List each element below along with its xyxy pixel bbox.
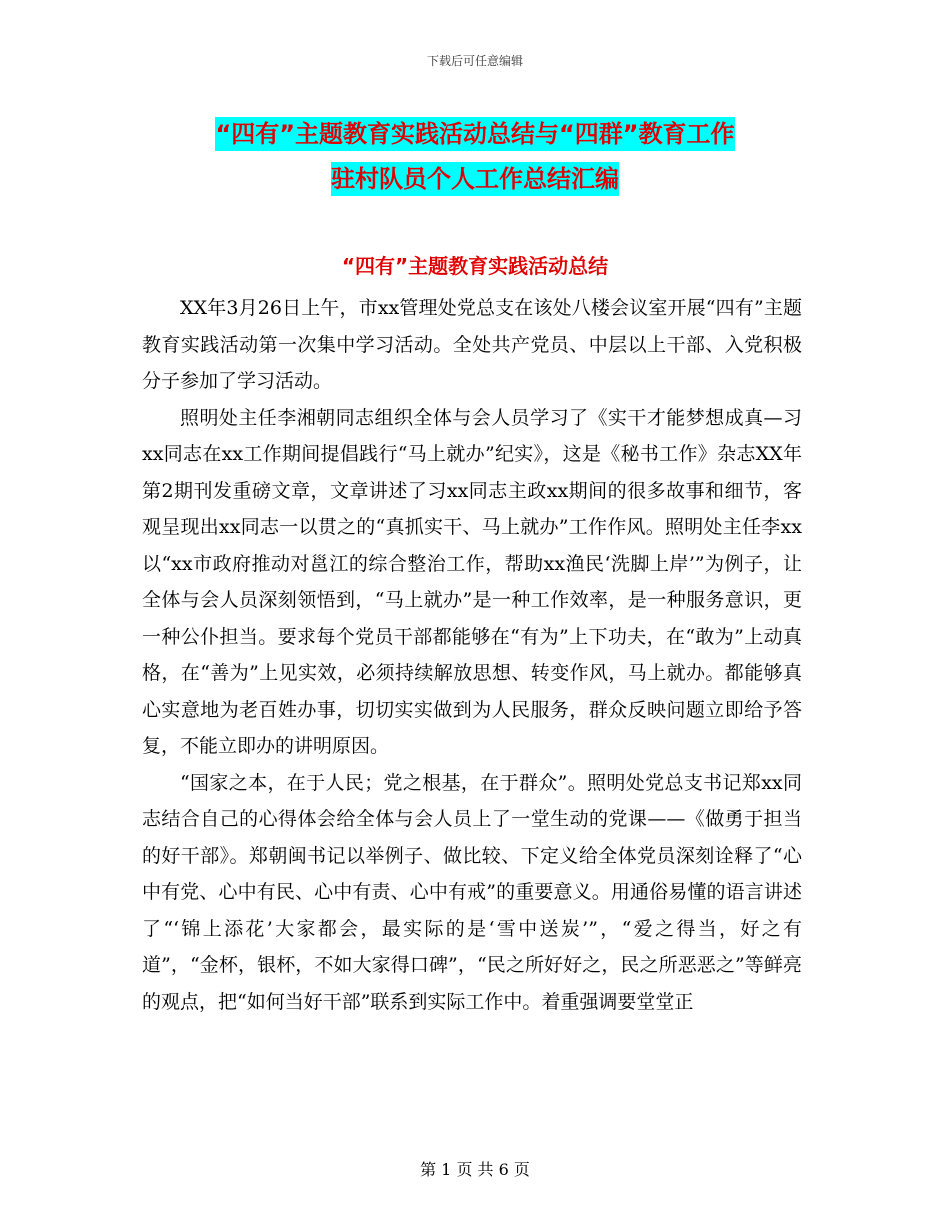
document-title-line-2 <box>0 159 950 194</box>
document-body <box>142 290 802 1020</box>
document-title-line-1 <box>0 114 950 149</box>
section-title: “四有”主题教育实践活动总结 <box>341 254 609 278</box>
paragraph-2: 照明处主任李湘朝同志组织全体与会人员学习了《实干才能梦想成真—习xx同志在xx工作期间提倡践行“马上就办”纪实》，这是《秘书工作》杂志XX年第2期刊发重磅文章，文章讲述了习xx同志主政xx期间的很多故事和细节，客观呈现出xx同志一以贯之的“真抓实干、马上就办”工作作风。照明处主任李xx以“xx市政府推动对邕江的综合整治工作，帮助xx渔民‘洗脚上岸’”为例子，让全体与会人员深刻领悟到，“马上就办”是一种工作效率，是一种服务意识，更一种公仆担当。要求每个党员干部都能够在“有为”上下功夫，在“敢为”上动真格，在“善为”上见实效，必须持续解放思想、转变作风，马上就办。都能够真心实意地为老百姓办事，切切实实做到为人民服务，群众反映问题立即给予答复，不能立即办的讲明原因。 <box>142 406 802 757</box>
page-number: 第 1 页 共 6 页 <box>420 1160 530 1179</box>
title-highlight-2: 驻村队员个人工作总结汇编 <box>331 162 619 196</box>
paragraph-3: “国家之本，在于人民；党之根基，在于群众”。照明处党总支书记郑xx同志结合自己的心得体会给全体与会人员上了一堂生动的党课——《做勇于担当的好干部》。郑朝闽书记以举例子、做比较、下定义给全体党员深刻诠释了“心中有党、心中有民、心中有责、心中有戒”的重要意义。用通俗易懂的语言讲述了“‘锦上添花’大家都会，最实际的是‘雪中送炭’”，“爱之得当，好之有道”，“金杯，银杯，不如大家得口碑”，“民之所好好之，民之所恶恶之”等鲜亮的观点，把“如何当好干部”联系到实际工作中。着重强调要堂堂正 <box>142 771 802 1013</box>
page-header-note: 下载后可任意编辑 <box>426 54 523 68</box>
title-highlight-1: “四有”主题教育实践活动总结与“四群”教育工作 <box>215 117 734 151</box>
paragraph-1: XX年3月26日上午，市xx管理处党总支在该处八楼会议室开展“四有”主题教育实践活动第一次集中学习活动。全处共产党员、中层以上干部、入党积极分子参加了学习活动。 <box>142 297 802 392</box>
